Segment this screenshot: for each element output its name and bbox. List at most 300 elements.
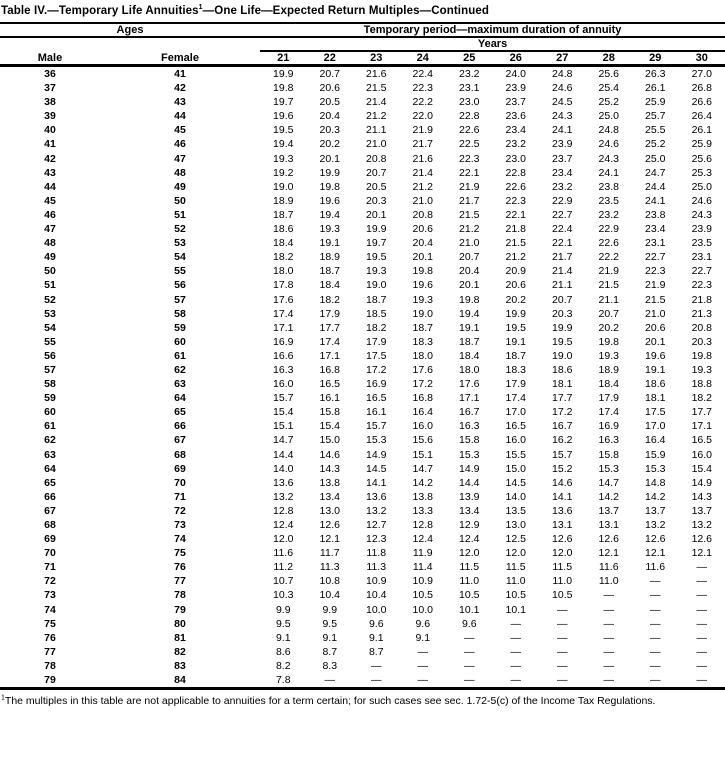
multiple-value-cell: 15.8 (319, 406, 340, 419)
header-row-groups (0, 24, 725, 37)
multiple-value-cell: 13.1 (598, 519, 619, 531)
multiple-value-cell: 11.0 (505, 575, 526, 588)
multiple-value-cell: 19.8 (273, 82, 294, 95)
multiple-value-cell: 12.6 (691, 533, 712, 546)
multiple-value-cell: 18.5 (366, 307, 387, 320)
multiple-value-cell: — (696, 631, 708, 644)
female-age-cell: 63 (174, 378, 186, 391)
multiple-value-cell: 18.7 (366, 293, 387, 306)
multiple-value-cell: 15.0 (505, 462, 526, 475)
multiple-value-cell: 16.0 (273, 378, 294, 391)
multiple-value-cell: 23.9 (691, 223, 712, 236)
multiple-value-cell: 23.2 (598, 208, 619, 221)
multiple-value-cell: 21.9 (598, 265, 619, 278)
multiple-value-cell: 15.3 (645, 462, 666, 475)
multiple-value-cell: 12.5 (505, 533, 526, 546)
multiple-value-cell: 17.2 (412, 378, 433, 391)
multiple-value-cell: 17.1 (459, 392, 480, 405)
multiple-value-cell: 18.9 (598, 363, 619, 376)
multiple-value-cell: 9.1 (275, 631, 291, 644)
multiple-value-cell: 23.9 (552, 138, 573, 151)
multiple-value-cell: 21.9 (645, 279, 666, 292)
multiple-value-cell: 14.9 (366, 448, 387, 461)
female-age-cell: 84 (100, 673, 260, 689)
multiple-value-cell: 14.5 (505, 476, 526, 489)
table-body (0, 66, 725, 689)
multiple-value-cell: 12.7 (366, 519, 387, 531)
multiple-value-cell: 26.8 (691, 82, 712, 95)
multiple-value-cell: 12.6 (598, 533, 619, 546)
multiple-value-cell: — (417, 645, 428, 658)
multiple-value-cell: — (696, 645, 708, 658)
multiple-value-cell: — (650, 575, 661, 588)
table-row (0, 462, 725, 476)
multiple-value-cell: 19.8 (598, 335, 619, 348)
male-age-cell: 46 (44, 208, 56, 221)
multiple-value-cell: — (696, 659, 708, 672)
female-age-cell: 67 (174, 434, 186, 447)
multiple-value-cell: 20.6 (319, 82, 340, 95)
multiple-value-cell: 23.5 (691, 237, 712, 250)
multiple-value-cell: 15.1 (273, 420, 294, 433)
male-age-cell: 56 (44, 349, 56, 362)
female-age-cell: 43 (174, 96, 186, 109)
table-row (0, 377, 725, 391)
female-age-cell: 57 (174, 293, 186, 306)
multiple-value-cell: 25.0 (645, 152, 666, 165)
multiple-value-cell: 18.3 (505, 363, 526, 376)
multiple-value-cell: 22.3 (412, 82, 433, 95)
multiple-value-cell: 25.0 (598, 110, 619, 123)
multiple-value-cell: 16.2 (552, 434, 573, 447)
multiple-value-cell: 24.8 (552, 68, 573, 80)
female-age-cell: 82 (174, 645, 186, 658)
multiple-value-cell: 9.6 (368, 617, 384, 630)
multiple-value-cell: 20.2 (598, 321, 619, 334)
multiple-value-cell: 13.9 (459, 490, 480, 503)
multiple-value-cell: 14.2 (645, 490, 666, 503)
multiple-value-cell: 23.7 (552, 152, 573, 165)
multiple-value-cell: 16.5 (505, 420, 526, 433)
multiple-value-cell: — (650, 659, 661, 672)
female-age-cell: 44 (174, 110, 186, 123)
multiple-value-cell: 20.3 (552, 307, 573, 320)
table-row (0, 603, 725, 617)
multiple-value-cell: 16.4 (412, 406, 433, 419)
multiple-value-cell: 15.6 (412, 434, 433, 447)
multiple-value-cell: 22.3 (505, 194, 526, 207)
multiple-value-cell: 17.9 (366, 335, 387, 348)
multiple-value-cell: 17.8 (273, 279, 294, 292)
multiple-value-cell: 20.7 (459, 251, 480, 264)
multiple-value-cell: 22.3 (459, 152, 480, 165)
multiple-value-cell: 12.1 (319, 533, 340, 546)
female-age-cell: 56 (174, 279, 186, 292)
multiple-value-cell: 12.8 (273, 504, 294, 517)
multiple-value-cell: 9.1 (368, 631, 384, 644)
multiple-value-cell: 23.9 (505, 82, 526, 95)
table-row (0, 560, 725, 574)
male-age-cell: 72 (44, 575, 56, 588)
multiple-value-cell: 12.6 (552, 533, 573, 546)
multiple-value-cell: 18.4 (319, 279, 340, 292)
multiple-value-cell: 20.1 (412, 251, 433, 264)
multiple-value-cell: 16.1 (366, 406, 387, 419)
multiple-value-cell: 20.9 (505, 265, 526, 278)
male-age-cell: 71 (44, 561, 56, 574)
table-title (0, 0, 725, 24)
years-header-spacer (0, 37, 260, 51)
multiple-value-cell: 20.1 (319, 152, 340, 165)
table-row (0, 152, 725, 166)
multiple-value-cell: 19.3 (598, 349, 619, 362)
male-age-cell: 77 (44, 645, 56, 658)
female-age-cell: 83 (174, 659, 186, 672)
female-age-cell: 51 (174, 208, 186, 221)
table-row (0, 518, 725, 532)
male-age-cell: 59 (44, 392, 56, 405)
multiple-value-cell: 13.8 (319, 476, 340, 489)
multiple-value-cell: 26.1 (691, 124, 712, 137)
multiple-value-cell: 11.6 (645, 561, 666, 574)
multiple-value-cell: 19.9 (552, 321, 573, 334)
multiple-value-cell: 14.3 (691, 490, 712, 503)
multiple-value-cell: 17.7 (319, 321, 340, 334)
multiple-value-cell: 22.0 (412, 110, 433, 123)
table-row (0, 81, 725, 95)
multiple-value-cell: 21.6 (366, 68, 387, 80)
multiple-value-cell: — (696, 589, 708, 602)
table-row (0, 490, 725, 504)
female-age-cell: 49 (174, 180, 186, 193)
multiple-value-cell: 19.1 (505, 335, 526, 348)
multiple-value-cell: 21.5 (645, 293, 666, 306)
multiple-value-cell: 17.4 (319, 335, 340, 348)
male-age-cell: 79 (0, 673, 100, 689)
multiple-value-cell: 18.3 (412, 335, 433, 348)
multiple-value-cell: 17.5 (645, 406, 666, 419)
female-age-cell: 61 (174, 349, 186, 362)
female-age-cell: 76 (174, 561, 186, 574)
multiple-value-cell: 10.4 (319, 589, 340, 602)
multiple-value-cell: — (557, 631, 568, 644)
multiple-value-cell: 21.8 (505, 223, 526, 236)
table-row (0, 222, 725, 236)
multiple-value-cell: 20.7 (598, 307, 619, 320)
female-age-cell: 50 (174, 194, 186, 207)
multiple-value-cell: 15.7 (552, 448, 573, 461)
male-age-cell: 41 (44, 138, 56, 151)
multiple-value-cell: 9.1 (322, 631, 338, 644)
table-row (0, 278, 725, 292)
male-age-cell: 69 (44, 533, 56, 546)
multiple-value-cell: 11.7 (319, 547, 340, 560)
female-age-cell: 65 (174, 406, 186, 419)
male-age-cell: 39 (44, 110, 56, 123)
multiple-value-cell: 7.8 (260, 673, 307, 689)
multiple-value-cell: 19.9 (319, 166, 340, 179)
multiple-value-cell: 21.5 (459, 208, 480, 221)
multiple-value-cell: 19.5 (273, 124, 294, 137)
multiple-value-cell: 21.9 (459, 180, 480, 193)
multiple-value-cell: 22.2 (412, 96, 433, 109)
female-age-cell: 68 (174, 448, 186, 461)
multiple-value-cell: 22.4 (552, 223, 573, 236)
female-age-cell: 71 (174, 490, 186, 503)
multiple-value-cell: — (650, 617, 661, 630)
multiple-value-cell: 14.6 (319, 448, 340, 461)
table-row (0, 208, 725, 222)
multiple-value-cell: 19.5 (505, 321, 526, 334)
multiple-value-cell: 21.1 (366, 124, 387, 137)
table-row (0, 335, 725, 349)
male-age-cell: 54 (44, 321, 56, 334)
multiple-value-cell: — (400, 673, 447, 689)
multiple-value-cell: 15.3 (366, 434, 387, 447)
multiple-value-cell: — (371, 659, 382, 672)
multiple-value-cell: 22.7 (691, 265, 712, 278)
table-row (0, 307, 725, 321)
multiple-value-cell: 21.5 (366, 82, 387, 95)
female-age-cell: 69 (174, 462, 186, 475)
multiple-value-cell: 11.9 (412, 547, 433, 560)
multiple-value-cell: 17.7 (691, 406, 712, 419)
table-row (0, 532, 725, 546)
multiple-value-cell: 10.3 (273, 589, 294, 602)
multiple-value-cell: 19.4 (459, 307, 480, 320)
male-age-cell: 36 (44, 68, 56, 80)
multiple-value-cell: — (446, 673, 493, 689)
female-age-cell: 60 (174, 335, 186, 348)
multiple-value-cell: 22.4 (412, 68, 433, 80)
multiple-value-cell: 18.7 (459, 335, 480, 348)
table-row (0, 236, 725, 250)
multiple-value-cell: 14.6 (552, 476, 573, 489)
female-age-cell: 62 (174, 363, 186, 376)
multiple-value-cell: 12.1 (598, 547, 619, 560)
multiple-value-cell: 13.6 (273, 476, 294, 489)
male-age-cell: 43 (44, 166, 56, 179)
multiple-value-cell: 11.5 (552, 561, 573, 574)
multiple-value-cell: 21.4 (412, 166, 433, 179)
multiple-value-cell: 19.5 (552, 335, 573, 348)
table-row (0, 588, 725, 602)
multiple-value-cell: 17.4 (505, 392, 526, 405)
female-age-cell: 79 (174, 603, 186, 616)
male-age-cell: 65 (44, 476, 56, 489)
female-age-cell: 48 (174, 166, 186, 179)
multiple-value-cell: 21.0 (366, 138, 387, 151)
table-title-prefix: Table IV.—Temporary Life Annuities (1, 5, 199, 17)
multiple-value-cell: 10.5 (459, 589, 480, 602)
multiple-value-cell: 20.8 (412, 208, 433, 221)
multiple-value-cell: 16.5 (691, 434, 712, 447)
multiple-value-cell: 21.7 (412, 138, 433, 151)
multiple-value-cell: 20.4 (459, 265, 480, 278)
multiple-value-cell: 16.6 (273, 349, 294, 362)
multiple-value-cell: 17.4 (598, 406, 619, 419)
multiple-value-cell: 15.4 (319, 420, 340, 433)
multiple-value-cell: 18.2 (319, 293, 340, 306)
multiple-value-cell: 19.7 (366, 237, 387, 250)
multiple-value-cell: 21.1 (552, 279, 573, 292)
multiple-value-cell: 24.6 (552, 82, 573, 95)
male-age-cell: 60 (44, 406, 56, 419)
male-age-cell: 49 (44, 251, 56, 264)
multiple-value-cell: 18.7 (319, 265, 340, 278)
multiple-value-cell: 25.9 (691, 138, 712, 151)
multiple-value-cell: 12.0 (505, 547, 526, 560)
multiple-value-cell: 21.5 (505, 237, 526, 250)
multiple-value-cell: 20.7 (552, 293, 573, 306)
table-row (0, 194, 725, 208)
multiple-value-cell: 19.3 (273, 152, 294, 165)
multiple-value-cell: 19.3 (366, 265, 387, 278)
table-row (0, 250, 725, 264)
multiple-value-cell: 8.2 (275, 659, 291, 672)
year-column-header: 28 (586, 51, 633, 66)
multiple-value-cell: 23.2 (552, 180, 573, 193)
multiple-value-cell: 20.3 (319, 124, 340, 137)
female-column-header: Female (100, 51, 260, 66)
multiple-value-cell: 17.1 (273, 321, 294, 334)
multiple-value-cell: 23.4 (552, 166, 573, 179)
male-age-cell: 51 (44, 279, 56, 292)
multiple-value-cell: 19.9 (273, 68, 294, 80)
multiple-value-cell: 16.7 (459, 406, 480, 419)
multiple-value-cell: 20.6 (412, 223, 433, 236)
multiple-value-cell: 24.1 (598, 166, 619, 179)
multiple-value-cell: 13.8 (412, 490, 433, 503)
multiple-value-cell: 24.1 (645, 194, 666, 207)
multiple-value-cell: 14.1 (366, 476, 387, 489)
multiple-value-cell: 24.3 (598, 152, 619, 165)
multiple-value-cell: 10.9 (412, 575, 433, 588)
female-age-cell: 78 (174, 589, 186, 602)
multiple-value-cell: 10.1 (505, 603, 526, 616)
multiple-value-cell: — (557, 659, 568, 672)
multiple-value-cell: 18.2 (691, 392, 712, 405)
table-row (0, 546, 725, 560)
table-row (0, 166, 725, 180)
female-age-cell: 59 (174, 321, 186, 334)
multiple-value-cell: 15.3 (459, 448, 480, 461)
female-age-cell: 73 (174, 519, 186, 531)
multiple-value-cell: 16.8 (319, 363, 340, 376)
year-column-header: 21 (260, 51, 307, 66)
multiple-value-cell: 22.9 (598, 223, 619, 236)
year-column-header: 25 (446, 51, 493, 66)
multiple-value-cell: — (603, 603, 614, 616)
multiple-value-cell: 20.6 (505, 279, 526, 292)
multiple-value-cell: 21.2 (412, 180, 433, 193)
multiple-value-cell: 16.4 (645, 434, 666, 447)
multiple-value-cell: 10.9 (366, 575, 387, 588)
multiple-value-cell: 17.1 (691, 420, 712, 433)
table-row (0, 631, 725, 645)
multiple-value-cell: 15.8 (598, 448, 619, 461)
multiple-value-cell: 14.2 (598, 490, 619, 503)
multiple-value-cell: 14.7 (598, 476, 619, 489)
multiple-value-cell: 17.6 (459, 378, 480, 391)
table-row (0, 448, 725, 462)
male-age-cell: 52 (44, 293, 56, 306)
multiple-value-cell: 16.7 (552, 420, 573, 433)
multiple-value-cell: 19.6 (412, 279, 433, 292)
header-row-years (0, 37, 725, 51)
multiple-value-cell: 18.0 (459, 363, 480, 376)
multiple-value-cell: 10.7 (273, 575, 294, 588)
multiple-value-cell: 12.8 (412, 519, 433, 531)
multiple-value-cell: 23.0 (505, 152, 526, 165)
multiple-value-cell: 20.1 (366, 208, 387, 221)
table-title-footnote-marker: 1 (198, 4, 203, 12)
multiple-value-cell: 18.0 (412, 349, 433, 362)
multiple-value-cell: 16.0 (412, 420, 433, 433)
female-age-cell: 81 (174, 631, 186, 644)
multiple-value-cell: 12.6 (319, 519, 340, 531)
multiple-value-cell: 20.4 (319, 110, 340, 123)
female-age-cell: 80 (174, 617, 186, 630)
multiple-value-cell: 19.6 (273, 110, 294, 123)
multiple-value-cell: — (557, 617, 568, 630)
multiple-value-cell: 23.8 (645, 208, 666, 221)
multiple-value-cell: 23.1 (691, 251, 712, 264)
multiple-value-cell: 25.2 (645, 138, 666, 151)
multiple-value-cell: 18.8 (691, 378, 712, 391)
multiple-value-cell: 16.3 (598, 434, 619, 447)
multiple-value-cell: — (510, 631, 521, 644)
multiple-value-cell: 18.2 (273, 251, 294, 264)
multiple-value-cell: 18.1 (645, 392, 666, 405)
multiple-value-cell: 22.6 (598, 237, 619, 250)
multiple-value-cell: — (464, 631, 475, 644)
multiple-value-cell: 9.5 (275, 617, 291, 630)
multiple-value-cell: 10.4 (366, 589, 387, 602)
multiple-value-cell: — (696, 575, 708, 588)
multiple-value-cell: 20.7 (319, 68, 340, 80)
multiple-value-cell: 21.0 (412, 194, 433, 207)
multiple-value-cell: 17.4 (273, 307, 294, 320)
multiple-value-cell: 19.0 (273, 180, 294, 193)
multiple-value-cell: 18.4 (598, 378, 619, 391)
multiple-value-cell: 10.5 (412, 589, 433, 602)
multiple-value-cell: 20.1 (645, 335, 666, 348)
multiple-value-cell: 17.0 (645, 420, 666, 433)
multiple-value-cell: 19.6 (645, 349, 666, 362)
table-row (0, 405, 725, 419)
multiple-value-cell: 9.6 (461, 617, 477, 630)
multiple-value-cell: 11.6 (598, 561, 619, 574)
male-age-cell: 37 (44, 82, 56, 95)
multiple-value-cell: 16.0 (505, 434, 526, 447)
table-row (0, 349, 725, 363)
multiple-value-cell: 22.7 (645, 251, 666, 264)
male-age-cell: 47 (44, 223, 56, 236)
multiple-value-cell: — (696, 561, 708, 574)
multiple-value-cell: 14.0 (505, 490, 526, 503)
multiple-value-cell: 8.3 (322, 659, 338, 672)
multiple-value-cell: 15.1 (412, 448, 433, 461)
male-age-cell: 38 (44, 96, 56, 109)
multiple-value-cell: 11.8 (366, 547, 387, 560)
table-header (0, 24, 725, 66)
multiple-value-cell: — (696, 617, 708, 630)
multiple-value-cell: 11.4 (412, 561, 433, 574)
multiple-value-cell: — (464, 645, 475, 658)
female-age-cell: 70 (174, 476, 186, 489)
multiple-value-cell: 20.3 (691, 335, 712, 348)
